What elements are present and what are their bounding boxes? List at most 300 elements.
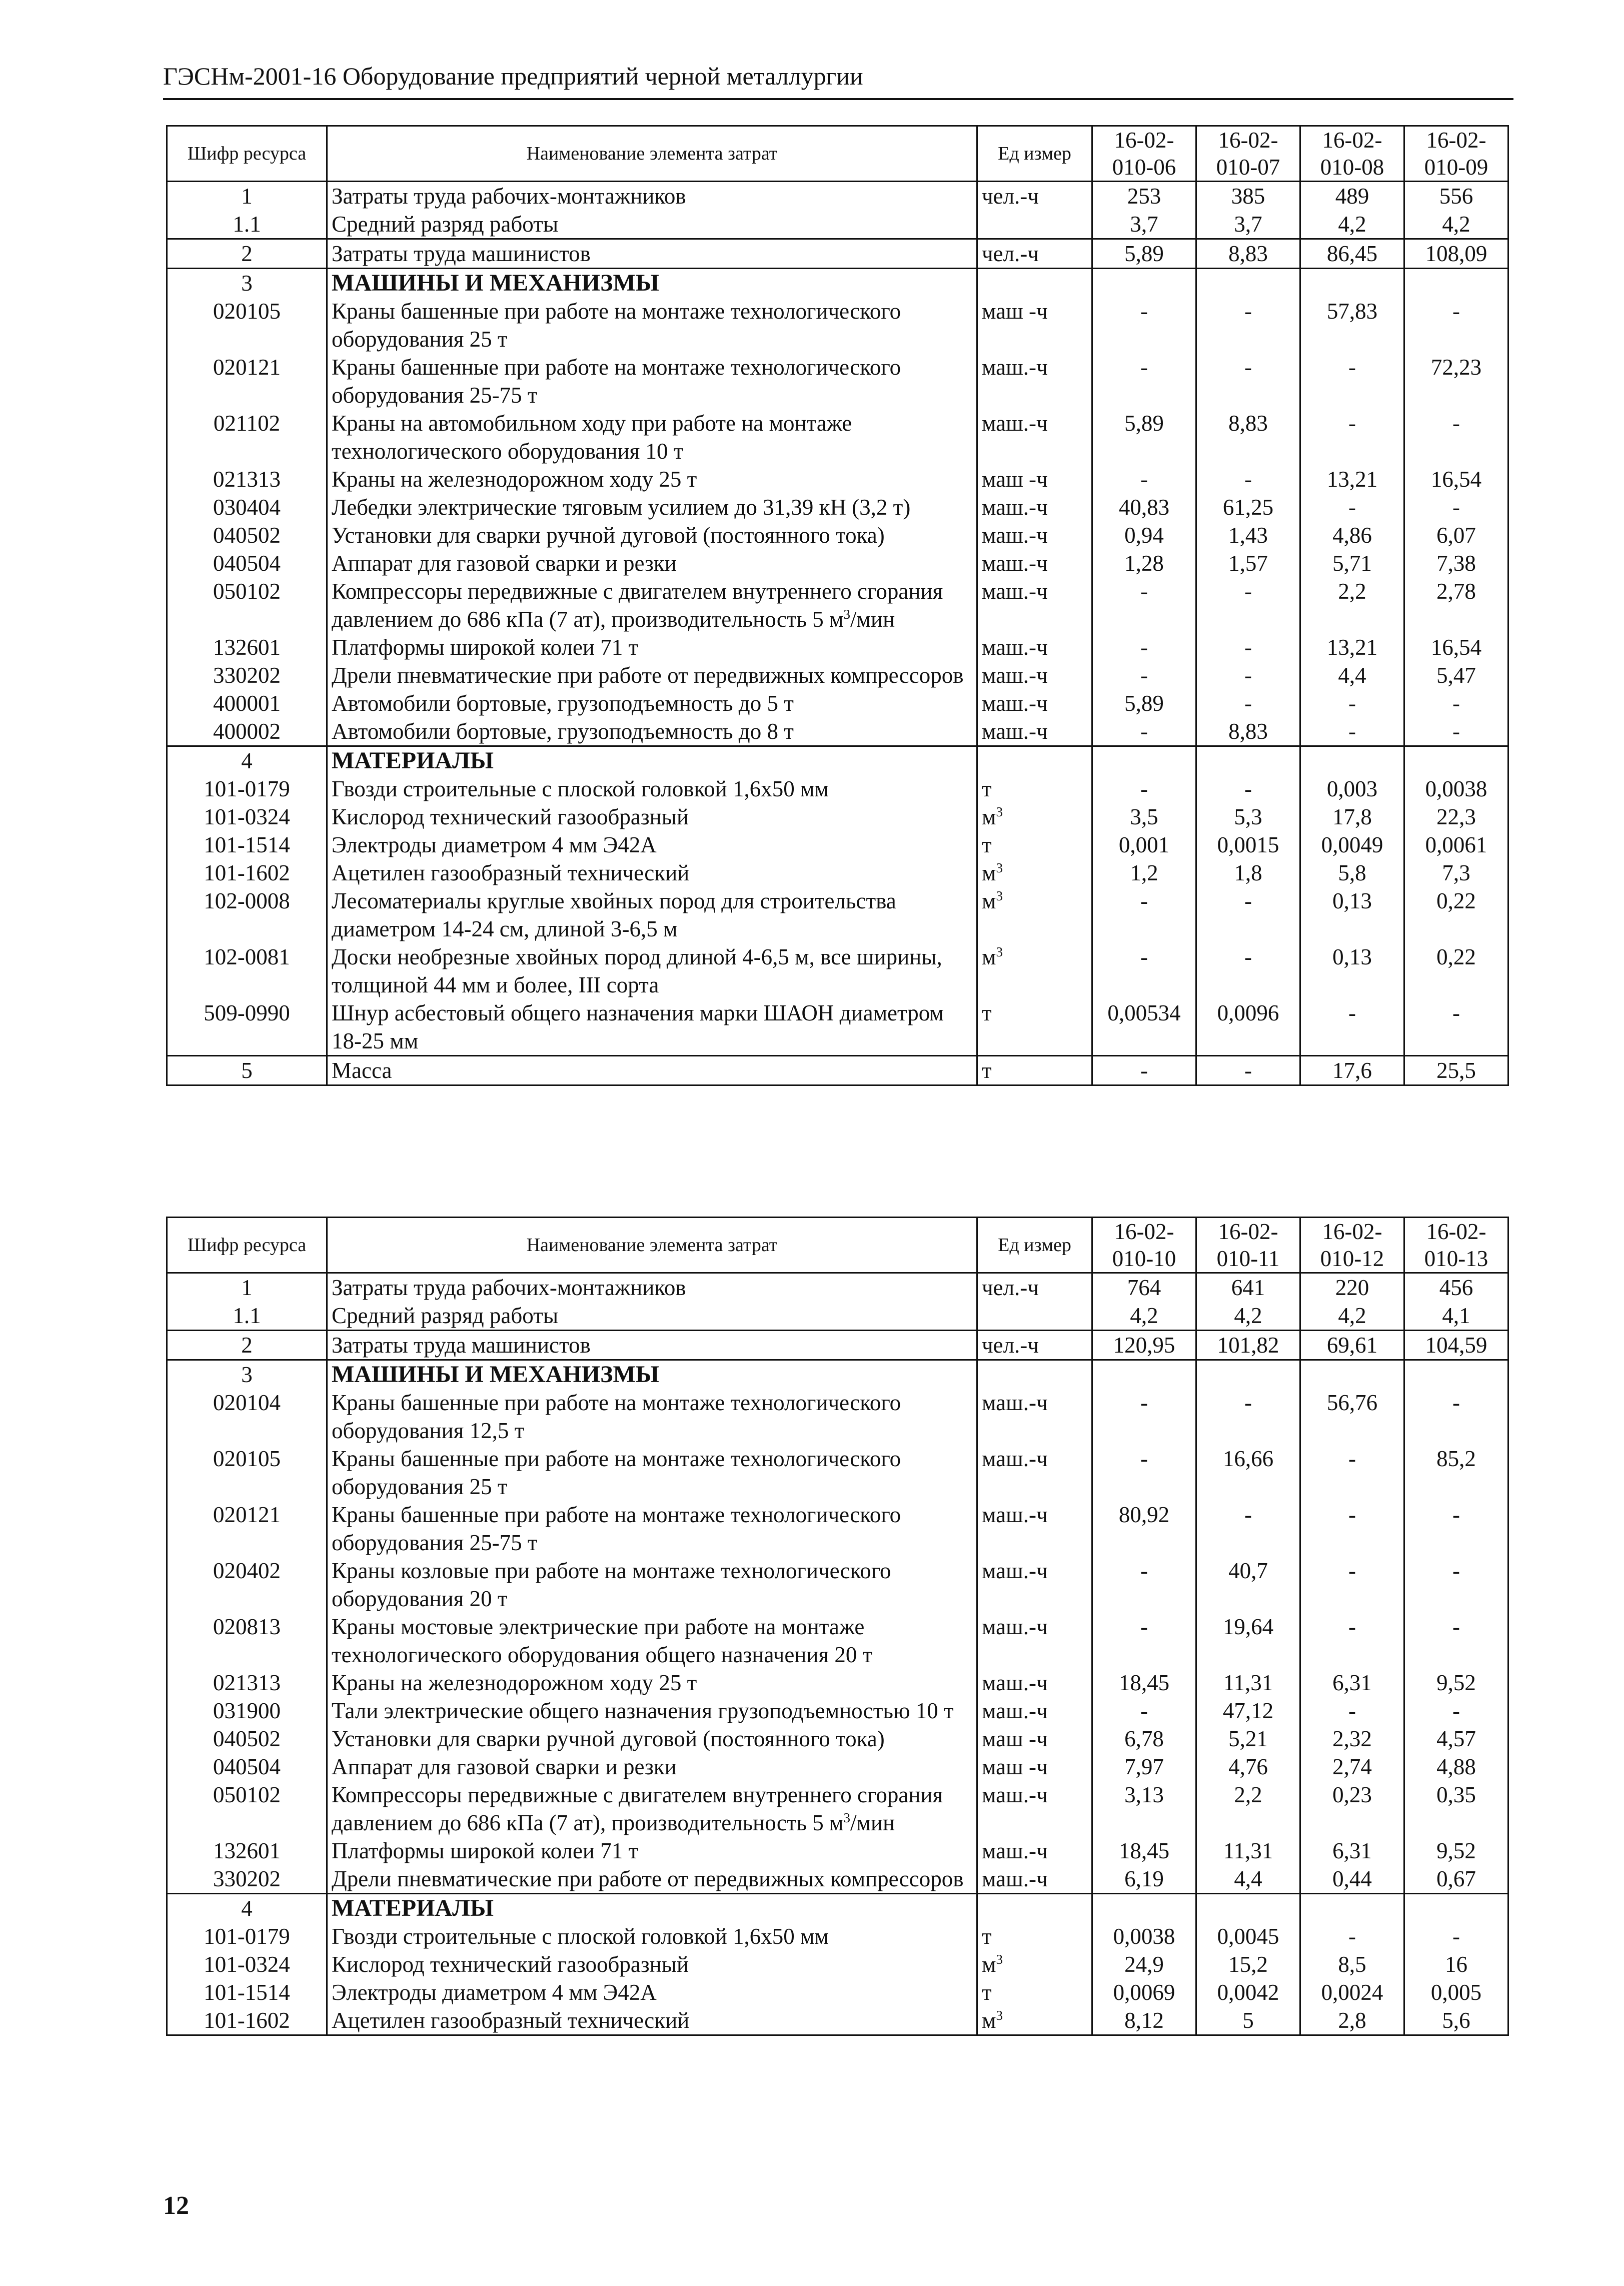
table-group	[167, 1056, 1508, 1085]
cost-element-name: Краны на автомобильном ходу при работе на монтаже технологического оборудования 10 т	[327, 409, 977, 465]
table-header-row	[167, 1218, 1508, 1273]
cost-element-name: Автомобили бортовые, грузоподъемность до 5 т	[327, 689, 977, 717]
norm-value	[1196, 269, 1300, 298]
norm-value: -	[1300, 1922, 1404, 1950]
resource-code: 3	[167, 1360, 327, 1389]
norm-value: 4,4	[1196, 1865, 1300, 1894]
norm-value: -	[1300, 409, 1404, 465]
unit-of-measure: маш.-ч	[977, 1445, 1092, 1501]
norm-value: -	[1300, 717, 1404, 746]
cost-element-name: Установки для сварки ручной дуговой (постоянного тока)	[327, 1725, 977, 1753]
table-row	[167, 999, 1508, 1056]
norm-value: -	[1196, 577, 1300, 633]
table-row	[167, 409, 1508, 465]
table-row	[167, 297, 1508, 353]
unit-text: м	[982, 1952, 996, 1977]
table-group	[167, 746, 1508, 1056]
col-header-name: Наименование элемента затрат	[327, 126, 977, 182]
norm-value: 385	[1196, 182, 1300, 211]
unit-of-measure	[977, 1302, 1092, 1331]
resource-code: 101-0179	[167, 1922, 327, 1950]
resource-code: 102-0008	[167, 887, 327, 943]
cost-element-name: Масса	[327, 1056, 977, 1085]
resource-code: 030404	[167, 493, 327, 521]
norm-value: 16,66	[1196, 1445, 1300, 1501]
unit-text: м	[982, 888, 996, 913]
superscript: 3	[996, 1952, 1003, 1967]
resource-code: 020121	[167, 1501, 327, 1557]
norm-value: 47,12	[1196, 1697, 1300, 1725]
norm-value: 9,52	[1404, 1837, 1508, 1865]
unit-of-measure	[977, 1950, 1092, 1978]
norm-value: -	[1196, 661, 1300, 689]
section-title: МАТЕРИАЛЫ	[327, 1894, 977, 1923]
cost-element-name: Краны башенные при работе на монтаже технологического оборудования 12,5 т	[327, 1389, 977, 1445]
norm-value: 0,67	[1404, 1865, 1508, 1894]
norm-value: 0,003	[1300, 775, 1404, 803]
norm-value: 5,89	[1092, 689, 1196, 717]
norm-value: 5,21	[1196, 1725, 1300, 1753]
unit-of-measure: маш.-ч	[977, 1697, 1092, 1725]
norm-value: 11,31	[1196, 1837, 1300, 1865]
norm-value: 56,76	[1300, 1389, 1404, 1445]
table-row	[167, 859, 1508, 887]
cost-element-text: Компрессоры передвижные с двигателем внутреннего сгорания давлением до 686 кПа (7 ат), производительность 5 м	[332, 579, 943, 632]
resource-code: 050102	[167, 577, 327, 633]
norm-value: -	[1092, 577, 1196, 633]
resource-code: 400001	[167, 689, 327, 717]
norm-value: 0,0015	[1196, 831, 1300, 859]
cost-table-1	[166, 125, 1509, 1086]
unit-of-measure: маш.-ч	[977, 521, 1092, 549]
resource-code: 1	[167, 1273, 327, 1302]
unit-of-measure: т	[977, 831, 1092, 859]
table-row	[167, 775, 1508, 803]
table-row	[167, 689, 1508, 717]
cost-element-name: Электроды диаметром 4 мм Э42А	[327, 1978, 977, 2006]
unit-of-measure: т	[977, 999, 1092, 1056]
norm-value: -	[1404, 1557, 1508, 1613]
norm-value: 0,001	[1092, 831, 1196, 859]
norm-value: -	[1092, 1389, 1196, 1445]
table-row	[167, 353, 1508, 409]
norm-value: -	[1196, 943, 1300, 999]
col-header-norm: 16-02-010-12	[1300, 1218, 1404, 1273]
unit-of-measure	[977, 1360, 1092, 1389]
table-row	[167, 1669, 1508, 1697]
cost-element-text: /мин	[850, 607, 895, 632]
norm-value: 8,83	[1196, 239, 1300, 269]
norm-value: 764	[1092, 1273, 1196, 1302]
norm-value: -	[1092, 775, 1196, 803]
norm-value: 57,83	[1300, 297, 1404, 353]
table-row	[167, 577, 1508, 633]
unit-text: м	[982, 860, 996, 885]
norm-value: -	[1092, 661, 1196, 689]
norm-value	[1300, 1894, 1404, 1923]
unit-of-measure: т	[977, 1056, 1092, 1085]
superscript: 3	[996, 804, 1003, 819]
norm-value: -	[1404, 409, 1508, 465]
norm-value: 101,82	[1196, 1331, 1300, 1360]
unit-of-measure: маш.-ч	[977, 661, 1092, 689]
norm-value: -	[1300, 353, 1404, 409]
unit-of-measure: маш.-ч	[977, 1501, 1092, 1557]
unit-of-measure: чел.-ч	[977, 1273, 1092, 1302]
resource-code: 2	[167, 239, 327, 269]
norm-value: 5,47	[1404, 661, 1508, 689]
norm-value: -	[1300, 1613, 1404, 1669]
unit-of-measure: чел.-ч	[977, 182, 1092, 211]
unit-of-measure: маш.-ч	[977, 353, 1092, 409]
unit-of-measure: маш.-ч	[977, 1781, 1092, 1837]
table-row	[167, 1697, 1508, 1725]
norm-value: -	[1404, 1501, 1508, 1557]
norm-value: 2,2	[1196, 1781, 1300, 1837]
norm-value: 13,21	[1300, 465, 1404, 493]
norm-value: 16,54	[1404, 465, 1508, 493]
table-group	[167, 182, 1508, 239]
superscript: 3	[996, 2008, 1003, 2023]
norm-value: 2,2	[1300, 577, 1404, 633]
norm-value: 85,2	[1404, 1445, 1508, 1501]
unit-of-measure: маш.-ч	[977, 689, 1092, 717]
norm-value: 24,9	[1092, 1950, 1196, 1978]
table-group	[167, 269, 1508, 746]
table-row	[167, 1922, 1508, 1950]
norm-value: 18,45	[1092, 1837, 1196, 1865]
resource-code: 330202	[167, 661, 327, 689]
norm-value: -	[1196, 775, 1300, 803]
norm-value: 61,25	[1196, 493, 1300, 521]
norm-value: 7,38	[1404, 549, 1508, 577]
unit-of-measure: маш -ч	[977, 1753, 1092, 1781]
cost-element-name: Затраты труда машинистов	[327, 239, 977, 269]
table-row	[167, 633, 1508, 661]
table-row	[167, 1894, 1508, 1923]
norm-value: -	[1196, 1389, 1300, 1445]
norm-value: 104,59	[1404, 1331, 1508, 1360]
norm-value: 4,76	[1196, 1753, 1300, 1781]
norm-value: -	[1092, 633, 1196, 661]
unit-of-measure	[977, 1894, 1092, 1923]
norm-value: 40,7	[1196, 1557, 1300, 1613]
norm-value: 3,13	[1092, 1781, 1196, 1837]
norm-value: 7,97	[1092, 1753, 1196, 1781]
norm-value: 5,3	[1196, 803, 1300, 831]
col-header-norm: 16-02-010-10	[1092, 1218, 1196, 1273]
table-row	[167, 717, 1508, 746]
table-row	[167, 521, 1508, 549]
norm-value: -	[1404, 1613, 1508, 1669]
norm-value: 6,19	[1092, 1865, 1196, 1894]
norm-value	[1404, 269, 1508, 298]
norm-value: 17,8	[1300, 803, 1404, 831]
cost-element-name: Установки для сварки ручной дуговой (постоянного тока)	[327, 521, 977, 549]
norm-value: 1,28	[1092, 549, 1196, 577]
norm-value: 15,2	[1196, 1950, 1300, 1978]
norm-value: 7,3	[1404, 859, 1508, 887]
table-row	[167, 1950, 1508, 1978]
resource-code: 132601	[167, 633, 327, 661]
resource-code: 400002	[167, 717, 327, 746]
cost-element-name: Затраты труда рабочих-монтажников	[327, 182, 977, 211]
norm-value: -	[1092, 1697, 1196, 1725]
norm-value: 13,21	[1300, 633, 1404, 661]
norm-value: -	[1404, 493, 1508, 521]
resource-code: 101-1602	[167, 859, 327, 887]
norm-value: 489	[1300, 182, 1404, 211]
norm-value: 4,4	[1300, 661, 1404, 689]
unit-of-measure: маш.-ч	[977, 1837, 1092, 1865]
unit-of-measure	[977, 859, 1092, 887]
norm-value: 120,95	[1092, 1331, 1196, 1360]
cost-element-name: Средний разряд работы	[327, 1302, 977, 1331]
cost-element-name: Гвозди строительные с плоской головкой 1,6x50 мм	[327, 1922, 977, 1950]
resource-code: 020813	[167, 1613, 327, 1669]
resource-code: 101-1514	[167, 831, 327, 859]
norm-value: 2,78	[1404, 577, 1508, 633]
unit-of-measure: маш.-ч	[977, 577, 1092, 633]
unit-text: м	[982, 2008, 996, 2033]
norm-value: 0,0042	[1196, 1978, 1300, 2006]
cost-element-name: Краны на железнодорожном ходу 25 т	[327, 1669, 977, 1697]
unit-of-measure: маш -ч	[977, 1725, 1092, 1753]
table-row	[167, 210, 1508, 239]
norm-value: 0,13	[1300, 887, 1404, 943]
resource-code: 020104	[167, 1389, 327, 1445]
norm-value: -	[1092, 717, 1196, 746]
unit-of-measure: чел.-ч	[977, 1331, 1092, 1360]
norm-value: 0,35	[1404, 1781, 1508, 1837]
unit-text: м	[982, 944, 996, 969]
norm-value: 0,23	[1300, 1781, 1404, 1837]
unit-of-measure: маш.-ч	[977, 1389, 1092, 1445]
norm-value: 4,2	[1300, 210, 1404, 239]
norm-value: 1,57	[1196, 549, 1300, 577]
table-row	[167, 493, 1508, 521]
norm-value: 0,22	[1404, 943, 1508, 999]
norm-value	[1404, 1894, 1508, 1923]
table-row	[167, 2006, 1508, 2035]
unit-of-measure: маш.-ч	[977, 1865, 1092, 1894]
cost-element-name: Затраты труда рабочих-монтажников	[327, 1273, 977, 1302]
resource-code: 040504	[167, 549, 327, 577]
norm-value: -	[1092, 943, 1196, 999]
norm-value: 0,94	[1092, 521, 1196, 549]
norm-value: 2,8	[1300, 2006, 1404, 2035]
cost-element-name: Средний разряд работы	[327, 210, 977, 239]
col-header-norm: 16-02-010-08	[1300, 126, 1404, 182]
norm-value: 0,0049	[1300, 831, 1404, 859]
norm-value: 108,09	[1404, 239, 1508, 269]
cost-element-name: Лесоматериалы круглые хвойных пород для строительства диаметром 14-24 см, длиной 3-6,5 м	[327, 887, 977, 943]
table-row	[167, 1501, 1508, 1557]
resource-code: 1.1	[167, 210, 327, 239]
cost-element-name	[327, 577, 977, 633]
resource-code: 1.1	[167, 1302, 327, 1331]
norm-value: 40,83	[1092, 493, 1196, 521]
norm-value	[1196, 1894, 1300, 1923]
norm-value: 4,88	[1404, 1753, 1508, 1781]
norm-value: 5,6	[1404, 2006, 1508, 2035]
cost-element-name: Автомобили бортовые, грузоподъемность до 8 т	[327, 717, 977, 746]
resource-code: 040502	[167, 521, 327, 549]
unit-of-measure: маш.-ч	[977, 717, 1092, 746]
norm-value: -	[1196, 1056, 1300, 1085]
norm-value: -	[1196, 353, 1300, 409]
unit-of-measure: маш -ч	[977, 465, 1092, 493]
col-header-code: Шифр ресурса	[167, 126, 327, 182]
norm-value: -	[1300, 493, 1404, 521]
norm-value: 0,0024	[1300, 1978, 1404, 2006]
table-row	[167, 746, 1508, 775]
table-row	[167, 831, 1508, 859]
col-header-norm: 16-02-010-11	[1196, 1218, 1300, 1273]
norm-value: 1,43	[1196, 521, 1300, 549]
page-number: 12	[163, 2191, 189, 2220]
col-header-norm: 16-02-010-06	[1092, 126, 1196, 182]
table-group	[167, 1894, 1508, 2035]
norm-value: 0,0096	[1196, 999, 1300, 1056]
norm-value: 0,0038	[1092, 1922, 1196, 1950]
norm-value: -	[1092, 465, 1196, 493]
table-row	[167, 1056, 1508, 1085]
cost-element-name: Кислород технический газообразный	[327, 803, 977, 831]
norm-value: 1,8	[1196, 859, 1300, 887]
norm-value: -	[1196, 297, 1300, 353]
resource-code: 5	[167, 1056, 327, 1085]
norm-value: 8,83	[1196, 717, 1300, 746]
norm-value: 8,83	[1196, 409, 1300, 465]
norm-value: 3,5	[1092, 803, 1196, 831]
norm-value: 6,31	[1300, 1669, 1404, 1697]
resource-code: 020105	[167, 297, 327, 353]
norm-value	[1196, 1360, 1300, 1389]
cost-element-name: Краны козловые при работе на монтаже технологического оборудования 20 т	[327, 1557, 977, 1613]
unit-of-measure: т	[977, 775, 1092, 803]
cost-element-name: Лебедки электрические тяговым усилием до 31,39 кН (3,2 т)	[327, 493, 977, 521]
resource-code: 020105	[167, 1445, 327, 1501]
norm-value: -	[1196, 1501, 1300, 1557]
norm-value: 80,92	[1092, 1501, 1196, 1557]
table-row	[167, 1865, 1508, 1894]
norm-value: 72,23	[1404, 353, 1508, 409]
norm-value: 17,6	[1300, 1056, 1404, 1085]
norm-value	[1092, 1360, 1196, 1389]
cost-element-name: Кислород технический газообразный	[327, 1950, 977, 1978]
cost-element-name: Тали электрические общего назначения грузоподъемностью 10 т	[327, 1697, 977, 1725]
table-row	[167, 465, 1508, 493]
unit-of-measure: маш.-ч	[977, 1613, 1092, 1669]
unit-of-measure	[977, 887, 1092, 943]
norm-value: 6,78	[1092, 1725, 1196, 1753]
resource-code: 101-0324	[167, 1950, 327, 1978]
unit-of-measure: т	[977, 1978, 1092, 2006]
table-header-row	[167, 126, 1508, 182]
norm-value: -	[1404, 689, 1508, 717]
cost-element-text: Компрессоры передвижные с двигателем внутреннего сгорания давлением до 686 кПа (7 ат), производительность 5 м	[332, 1782, 943, 1835]
norm-value: 0,0038	[1404, 775, 1508, 803]
norm-value: 16,54	[1404, 633, 1508, 661]
resource-code: 101-0324	[167, 803, 327, 831]
norm-value	[1092, 269, 1196, 298]
resource-code: 132601	[167, 1837, 327, 1865]
resource-code: 101-1514	[167, 1978, 327, 2006]
norm-value: 1,2	[1092, 859, 1196, 887]
table-row	[167, 1360, 1508, 1389]
norm-value: 0,0045	[1196, 1922, 1300, 1950]
norm-value: 22,3	[1404, 803, 1508, 831]
norm-value: 18,45	[1092, 1669, 1196, 1697]
cost-element-name: Краны башенные при работе на монтаже технологического оборудования 25-75 т	[327, 1501, 977, 1557]
norm-value: -	[1300, 1557, 1404, 1613]
table-row	[167, 887, 1508, 943]
norm-value: 5,71	[1300, 549, 1404, 577]
table-row	[167, 1613, 1508, 1669]
norm-value: 86,45	[1300, 239, 1404, 269]
unit-of-measure: маш.-ч	[977, 409, 1092, 465]
norm-value: -	[1092, 1613, 1196, 1669]
resource-code: 021313	[167, 1669, 327, 1697]
norm-value: 6,07	[1404, 521, 1508, 549]
unit-of-measure: маш.-ч	[977, 633, 1092, 661]
unit-of-measure	[977, 2006, 1092, 2035]
table-row	[167, 1753, 1508, 1781]
header-rule	[163, 98, 1513, 100]
resource-code: 040504	[167, 1753, 327, 1781]
norm-value: 253	[1092, 182, 1196, 211]
norm-value: 4,2	[1196, 1302, 1300, 1331]
norm-value: 3,7	[1092, 210, 1196, 239]
norm-value: 5,89	[1092, 239, 1196, 269]
resource-code: 2	[167, 1331, 327, 1360]
table-row	[167, 1445, 1508, 1501]
resource-code: 020402	[167, 1557, 327, 1613]
resource-code: 1	[167, 182, 327, 211]
resource-code: 101-1602	[167, 2006, 327, 2035]
col-header-norm: 16-02-010-07	[1196, 126, 1300, 182]
norm-value: 4,57	[1404, 1725, 1508, 1753]
unit-text: м	[982, 804, 996, 829]
norm-value: -	[1196, 465, 1300, 493]
unit-of-measure	[977, 803, 1092, 831]
superscript: 3	[996, 860, 1003, 875]
norm-value: 0,22	[1404, 887, 1508, 943]
norm-value: 11,31	[1196, 1669, 1300, 1697]
col-header-norm: 16-02-010-13	[1404, 1218, 1508, 1273]
resource-code: 102-0081	[167, 943, 327, 999]
norm-value: 8,5	[1300, 1950, 1404, 1978]
cost-table-2	[166, 1217, 1509, 2036]
norm-value: 69,61	[1300, 1331, 1404, 1360]
resource-code: 020121	[167, 353, 327, 409]
norm-value: 5,89	[1092, 409, 1196, 465]
resource-code: 4	[167, 1894, 327, 1923]
norm-value: 4,86	[1300, 521, 1404, 549]
table-row	[167, 661, 1508, 689]
norm-value: 0,005	[1404, 1978, 1508, 2006]
table-row	[167, 239, 1508, 269]
norm-value: 9,52	[1404, 1669, 1508, 1697]
unit-of-measure: маш.-ч	[977, 493, 1092, 521]
resource-code: 3	[167, 269, 327, 298]
cost-element-name: Дрели пневматические при работе от передвижных компрессоров	[327, 661, 977, 689]
table-row	[167, 1302, 1508, 1331]
norm-value: -	[1300, 689, 1404, 717]
table-row	[167, 182, 1508, 211]
superscript: 3	[843, 1810, 851, 1825]
